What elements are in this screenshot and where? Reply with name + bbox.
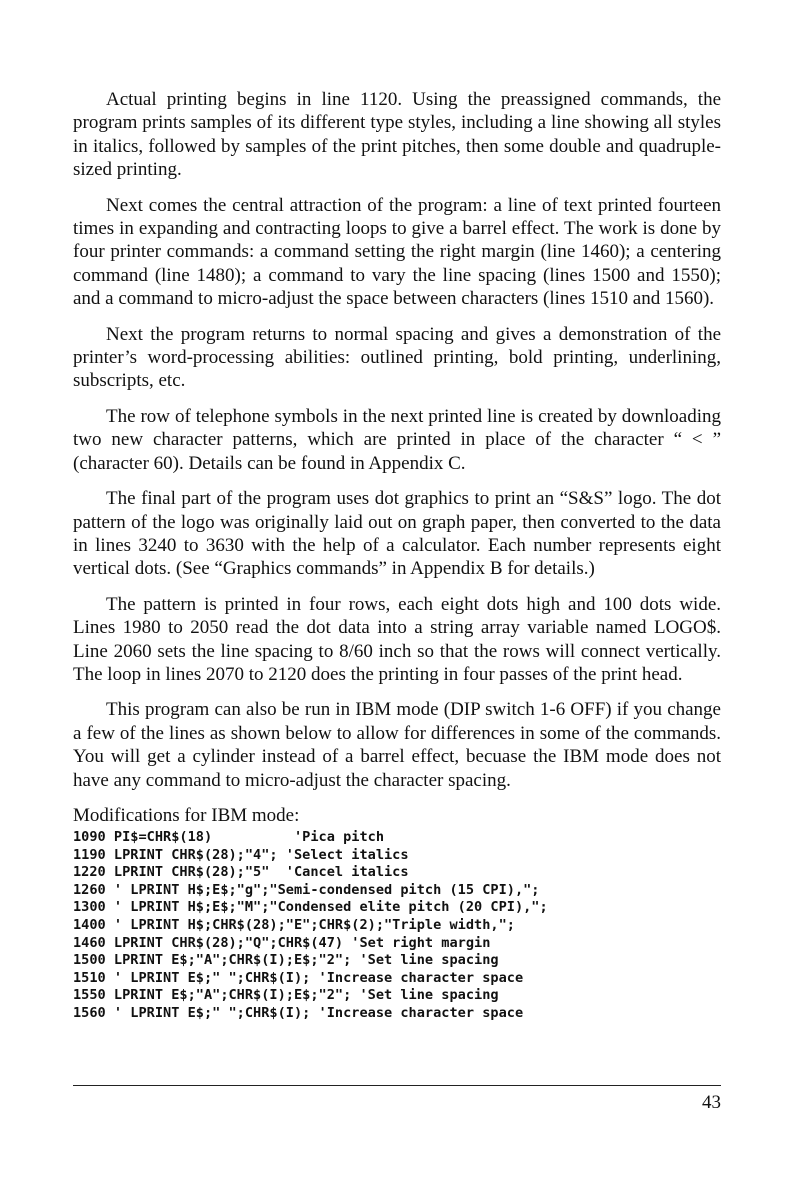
- code-line: 1510 ' LPRINT E$;" ";CHR$(I); 'Increase character space: [73, 969, 524, 986]
- modifications-heading: Modifications for IBM mode:: [73, 804, 300, 826]
- code-listing: [73, 829, 721, 1023]
- code-line: 1090 PI$=CHR$(18) 'Pica pitch: [73, 828, 384, 845]
- paragraph: Next the program returns to normal spacing and gives a demonstration of the printer’s word-processing abilities: outlined printing, bold printing, underlining, subscripts, etc.: [73, 323, 721, 392]
- paragraph: The row of telephone symbols in the next printed line is created by downloading two new character patterns, which are printed in place of the character “ < ” (character 60). Details can be found in Appendix C.: [73, 405, 721, 474]
- page-number: 43: [702, 1092, 721, 1113]
- page-body: [73, 88, 721, 1023]
- paragraph: The final part of the program uses dot graphics to print an “S&S” logo. The dot pattern of the logo was originally laid out on graph paper, then converted to the data in lines 3240 to 3630 with the help of a calculator. Each number represents eight vertical dots. (See “Graphics commands” in Appendix B for details.): [73, 488, 721, 580]
- code-line: 1550 LPRINT E$;"A";CHR$(I);E$;"2"; 'Set line spacing: [73, 987, 499, 1004]
- paragraph: Actual printing begins in line 1120. Using the preassigned commands, the program prints samples of its different type styles, including a line showing all styles in italics, followed by samples of the print pitches, then some double and quadruple-sized printing.: [73, 89, 721, 181]
- code-line: 1190 LPRINT CHR$(28);"4"; 'Select italics: [73, 846, 409, 863]
- code-line: 1220 LPRINT CHR$(28);"5" 'Cancel italics: [73, 864, 409, 881]
- code-line: 1400 ' LPRINT H$;CHR$(28);"E";CHR$(2);"Triple width,";: [73, 916, 515, 933]
- footer-rule: [73, 1085, 721, 1086]
- paragraph: Next comes the central attraction of the program: a line of text printed fourteen times in expanding and contracting loops to give a barrel effect. The work is done by four printer commands: a command setting the right margin (line 1460); a centering command (line 1480); a command to vary the line spacing (lines 1500 and 1550); and a command to micro-adjust the space between characters (lines 1510 and 1560).: [73, 194, 721, 310]
- paragraph: This program can also be run in IBM mode (DIP switch 1-6 OFF) if you change a few of the lines as shown below to allow for differences in some of the commands. You will get a cylinder instead of a barrel effect, becuase the IBM mode does not have any command to micro-adjust the character spacing.: [73, 699, 721, 791]
- paragraph: The pattern is printed in four rows, each eight dots high and 100 dots wide. Lines 1980 to 2050 read the dot data into a string array variable named LOGO$. Line 2060 sets the line spacing to 8/60 inch so that the rows will connect vertically. The loop in lines 2070 to 2120 does the printing in four passes of the print head.: [73, 593, 721, 685]
- code-line: 1500 LPRINT E$;"A";CHR$(I);E$;"2"; 'Set line spacing: [73, 952, 499, 969]
- code-line: 1300 ' LPRINT H$;E$;"M";"Condensed elite pitch (20 CPI),";: [73, 899, 548, 916]
- code-line: 1460 LPRINT CHR$(28);"Q";CHR$(47) 'Set right margin: [73, 934, 491, 951]
- code-line: 1560 ' LPRINT E$;" ";CHR$(I); 'Increase character space: [73, 1004, 524, 1021]
- code-line: 1260 ' LPRINT H$;E$;"g";"Semi-condensed pitch (15 CPI),";: [73, 881, 540, 898]
